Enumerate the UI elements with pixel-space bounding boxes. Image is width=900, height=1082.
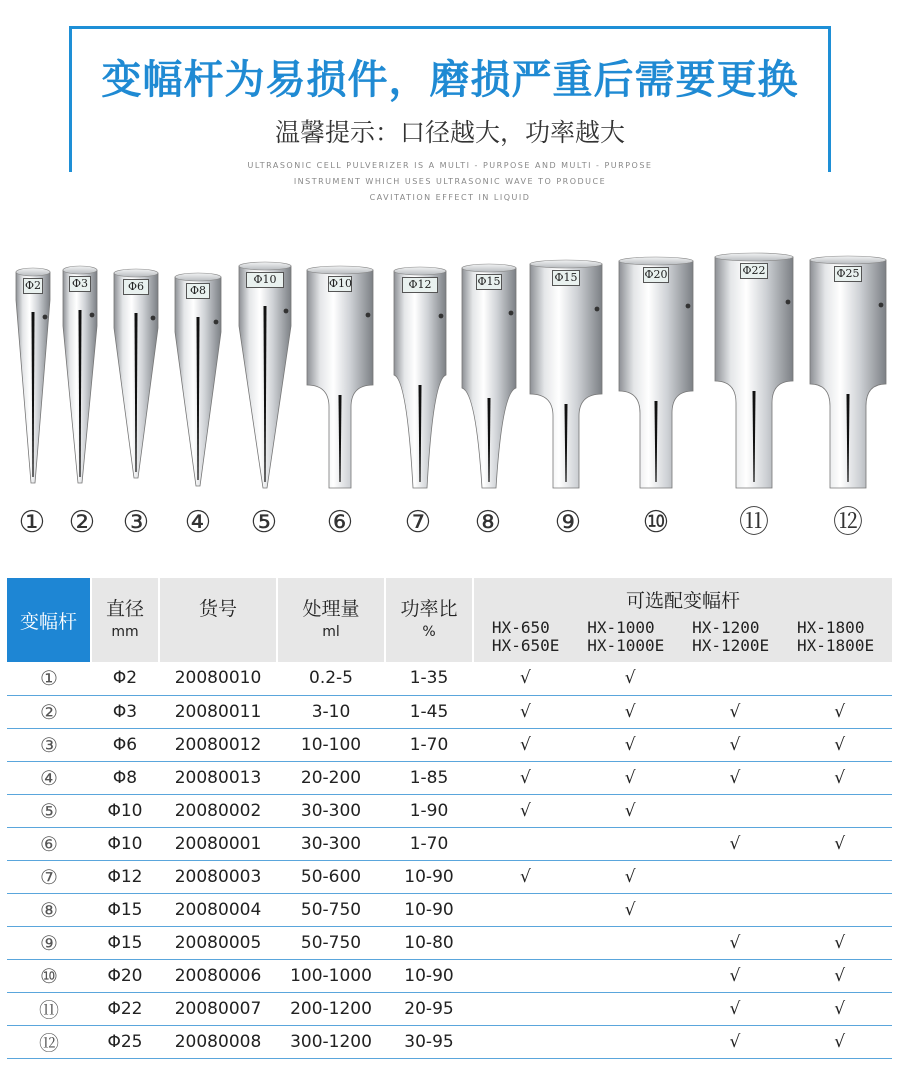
horn-number: ② (68, 505, 96, 540)
cell-item-no: 20080004 (159, 893, 277, 926)
horn-screw (595, 307, 600, 312)
cell-diameter: Φ10 (91, 794, 159, 827)
row-number: ⑥ (7, 827, 91, 860)
horn-screw (284, 309, 289, 314)
model-name: HX-1200E (692, 636, 770, 655)
cell-diameter: Φ8 (91, 761, 159, 794)
specs-table (7, 578, 892, 1059)
table-row (7, 1025, 892, 1058)
col-header-options (473, 578, 892, 662)
horn-top (307, 266, 373, 274)
cell-hx1800 (787, 860, 892, 893)
cell-hx650 (473, 827, 578, 860)
cell-hx650: √ (473, 728, 578, 761)
table-row (7, 860, 892, 893)
cell-ratio: 1-70 (385, 728, 473, 761)
horn-tag: Φ15 (552, 270, 580, 286)
page-title: 变幅杆为易损件，磨损严重后需要更换 (101, 57, 799, 103)
cell-item-no: 20080003 (159, 860, 277, 893)
cell-volume: 200-1200 (277, 992, 385, 1025)
horn-tag: Φ10 (329, 277, 353, 290)
model-name: HX-1200 (692, 618, 760, 637)
cell-hx1200: √ (683, 695, 788, 728)
cell-diameter: Φ25 (91, 1025, 159, 1058)
row-number: ① (7, 662, 91, 695)
horn-10 (619, 257, 693, 488)
horn-top (239, 262, 291, 270)
table-row (7, 926, 892, 959)
cell-item-no: 20080007 (159, 992, 277, 1025)
table-row (7, 992, 892, 1025)
cell-hx1000: √ (578, 728, 683, 761)
horn-screw (879, 303, 884, 308)
cell-hx1200: √ (683, 1025, 788, 1058)
cell-ratio: 10-90 (385, 959, 473, 992)
horn-top (530, 260, 602, 268)
cell-hx1800: √ (787, 728, 892, 761)
cell-item-no: 20080013 (159, 761, 277, 794)
cell-volume: 10-100 (277, 728, 385, 761)
horn-number: ⑫ (833, 505, 863, 540)
cell-hx1200: √ (683, 959, 788, 992)
cell-hx1200: √ (683, 827, 788, 860)
col-header-ratio-unit: % (422, 624, 436, 640)
cell-hx1800: √ (787, 761, 892, 794)
english-line: CAVITATION EFFECT IN LIQUID (369, 193, 531, 202)
cell-diameter: Φ6 (91, 728, 159, 761)
cell-hx1200 (683, 662, 788, 695)
horn-tag: Φ15 (477, 275, 501, 288)
cell-item-no: 20080006 (159, 959, 277, 992)
cell-hx1200 (683, 794, 788, 827)
cell-hx1800: √ (787, 992, 892, 1025)
horn-screw (151, 316, 156, 321)
cell-volume: 20-200 (277, 761, 385, 794)
horn-tag: Φ6 (123, 279, 149, 295)
col-header-volume-label: 处理量 (302, 598, 360, 620)
cell-hx650: √ (473, 860, 578, 893)
col-header-diameter (91, 578, 159, 662)
horn-top (16, 268, 50, 276)
horn-tag: Φ22 (740, 263, 768, 279)
horn-tag: Φ20 (644, 268, 668, 281)
horn-number: ⑦ (404, 505, 432, 540)
horn-number: ⑥ (326, 505, 354, 540)
table-row (7, 827, 892, 860)
cell-hx650: √ (473, 794, 578, 827)
horn-screw (686, 304, 691, 309)
col-header-horn: 变幅杆 (7, 578, 91, 662)
cell-hx1000: √ (578, 860, 683, 893)
cell-hx1200: √ (683, 992, 788, 1025)
cell-item-no: 20080011 (159, 695, 277, 728)
cell-hx1000: √ (578, 662, 683, 695)
english-line: ULTRASONIC CELL PULVERIZER IS A MULTI - PURPOSE AND MULTI - PURPOSE (247, 161, 653, 170)
row-number: ⑫ (7, 1025, 91, 1058)
horn-top (619, 257, 693, 265)
cell-hx1800 (787, 893, 892, 926)
row-number: ⑪ (7, 992, 91, 1025)
horn-screw (43, 315, 48, 320)
cell-ratio: 1-90 (385, 794, 473, 827)
model-name: HX-1000 (587, 618, 655, 637)
horn-tag: Φ3 (69, 276, 91, 292)
horn-screw (439, 314, 444, 319)
cell-hx650 (473, 992, 578, 1025)
model-header (692, 619, 769, 655)
horn-12 (810, 256, 886, 488)
horn-5 (239, 262, 291, 488)
options-title: 可选配变幅杆 (625, 590, 740, 612)
horn-top (462, 264, 516, 272)
cell-volume: 50-750 (277, 893, 385, 926)
horn-top (394, 267, 446, 275)
cell-hx1000 (578, 926, 683, 959)
cell-volume: 30-300 (277, 827, 385, 860)
model-header (492, 619, 559, 655)
cell-diameter: Φ20 (91, 959, 159, 992)
horn-7 (394, 267, 446, 488)
horn-top (114, 269, 158, 277)
cell-item-no: 20080012 (159, 728, 277, 761)
horn-top (63, 266, 97, 274)
cell-volume: 0.2-5 (277, 662, 385, 695)
cell-hx650 (473, 893, 578, 926)
table-row (7, 662, 892, 695)
cell-hx1000: √ (578, 761, 683, 794)
options-models (474, 613, 892, 655)
horn-screw (509, 311, 514, 316)
horn-number: ③ (122, 505, 150, 540)
cell-hx1800: √ (787, 959, 892, 992)
cell-ratio: 10-80 (385, 926, 473, 959)
horn-number: ⑩ (642, 505, 670, 540)
model-name: HX-1000E (587, 636, 665, 655)
cell-hx650: √ (473, 761, 578, 794)
cell-hx650 (473, 959, 578, 992)
cell-item-no: 20080005 (159, 926, 277, 959)
horn-number: ① (18, 505, 46, 540)
col-header-volume-unit: ml (322, 624, 340, 640)
col-header-diameter-label: 直径 (105, 598, 144, 620)
horn-tag: Φ8 (186, 283, 210, 299)
model-name: HX-650 (491, 618, 550, 637)
cell-ratio: 10-90 (385, 893, 473, 926)
cell-volume: 50-750 (277, 926, 385, 959)
cell-hx1800: √ (787, 1025, 892, 1058)
cell-volume: 3-10 (277, 695, 385, 728)
model-name: HX-1800 (797, 618, 865, 637)
horn-number: ④ (184, 505, 212, 540)
table-header-row (7, 578, 892, 662)
col-header-diameter-unit: mm (111, 624, 139, 640)
col-header-item-no (159, 578, 277, 662)
cell-diameter: Φ22 (91, 992, 159, 1025)
cell-hx1200 (683, 893, 788, 926)
cell-hx1200: √ (683, 728, 788, 761)
cell-volume: 300-1200 (277, 1025, 385, 1058)
row-number: ⑩ (7, 959, 91, 992)
col-header-ratio-label: 功率比 (400, 598, 458, 620)
col-header-ratio (385, 578, 473, 662)
cell-ratio: 10-90 (385, 860, 473, 893)
cell-ratio: 30-95 (385, 1025, 473, 1058)
cell-diameter: Φ12 (91, 860, 159, 893)
cell-diameter: Φ15 (91, 926, 159, 959)
cell-hx650: √ (473, 662, 578, 695)
horn-6 (307, 266, 373, 488)
horn-top (175, 273, 221, 281)
horn-top (715, 253, 793, 261)
cell-ratio: 1-70 (385, 827, 473, 860)
cell-diameter: Φ10 (91, 827, 159, 860)
cell-hx650: √ (473, 695, 578, 728)
horn-screw (366, 313, 371, 318)
horn-11 (715, 253, 793, 488)
cell-item-no: 20080010 (159, 662, 277, 695)
horn-tag: Φ10 (246, 272, 284, 288)
cell-ratio: 1-45 (385, 695, 473, 728)
cell-hx1000: √ (578, 893, 683, 926)
row-number: ⑤ (7, 794, 91, 827)
cell-hx1200 (683, 860, 788, 893)
cell-volume: 50-600 (277, 860, 385, 893)
cell-hx1000 (578, 1025, 683, 1058)
cell-item-no: 20080001 (159, 827, 277, 860)
col-header-volume (277, 578, 385, 662)
page-subtitle: 温馨提示：口径越大，功率越大 (274, 118, 625, 147)
cell-hx1200: √ (683, 926, 788, 959)
cell-hx650 (473, 926, 578, 959)
cell-hx1000: √ (578, 794, 683, 827)
horn-9 (530, 260, 602, 488)
cell-item-no: 20080008 (159, 1025, 277, 1058)
model-header (587, 619, 664, 655)
horn-tag: Φ25 (834, 266, 862, 282)
horn-1 (16, 268, 50, 483)
horn-4 (175, 273, 221, 486)
model-name: HX-1800E (797, 636, 875, 655)
horn-tag: Φ12 (402, 277, 438, 293)
row-number: ② (7, 695, 91, 728)
english-line: INSTRUMENT WHICH USES ULTRASONIC WAVE TO PRODUCE (293, 177, 607, 186)
cell-diameter: Φ15 (91, 893, 159, 926)
cell-hx650 (473, 1025, 578, 1058)
row-number: ⑦ (7, 860, 91, 893)
horn-tag: Φ2 (24, 279, 42, 292)
cell-diameter: Φ2 (91, 662, 159, 695)
horn-screw (214, 320, 219, 325)
cell-ratio: 1-85 (385, 761, 473, 794)
horn-screw (786, 300, 791, 305)
horn-8 (462, 264, 516, 488)
col-header-item-no-label: 货号 (198, 598, 237, 620)
row-number: ⑧ (7, 893, 91, 926)
cell-hx1800 (787, 662, 892, 695)
english-description (200, 158, 700, 206)
cell-item-no: 20080002 (159, 794, 277, 827)
row-number: ③ (7, 728, 91, 761)
table-row (7, 893, 892, 926)
horn-number: ⑨ (554, 505, 582, 540)
cell-ratio: 1-35 (385, 662, 473, 695)
cell-volume: 30-300 (277, 794, 385, 827)
table-row (7, 794, 892, 827)
table-row (7, 761, 892, 794)
cell-hx1000 (578, 827, 683, 860)
cell-diameter: Φ3 (91, 695, 159, 728)
cell-hx1800: √ (787, 827, 892, 860)
model-header (797, 619, 874, 655)
row-number: ⑨ (7, 926, 91, 959)
horn-3 (114, 269, 158, 478)
cell-ratio: 20-95 (385, 992, 473, 1025)
model-name: HX-650E (491, 636, 560, 655)
horn-number: ⑪ (739, 505, 769, 540)
table-row (7, 959, 892, 992)
horn-number: ⑧ (474, 505, 502, 540)
table-row (7, 728, 892, 761)
cell-hx1800 (787, 794, 892, 827)
cell-hx1000 (578, 992, 683, 1025)
table-row (7, 695, 892, 728)
cell-hx1200: √ (683, 761, 788, 794)
row-number: ④ (7, 761, 91, 794)
cell-hx1000 (578, 959, 683, 992)
cell-hx1800: √ (787, 926, 892, 959)
horn-number: ⑤ (250, 505, 278, 540)
horn-top (810, 256, 886, 264)
horn-2 (63, 266, 97, 483)
cell-volume: 100-1000 (277, 959, 385, 992)
cell-hx1000: √ (578, 695, 683, 728)
cell-hx1800: √ (787, 695, 892, 728)
horn-screw (90, 313, 95, 318)
